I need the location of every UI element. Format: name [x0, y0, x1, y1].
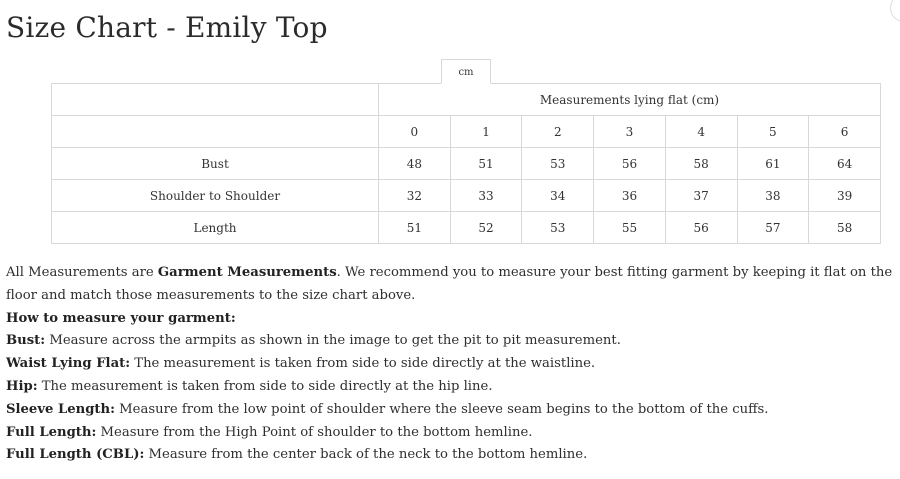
table-cell: 53 [522, 148, 594, 180]
table-cell: 53 [522, 212, 594, 244]
note-term: Full Length (CBL): [6, 447, 145, 463]
size-header: 4 [665, 116, 737, 148]
note-text: Measure across the armpits as shown in the image to get the pit to pit measurement. [45, 333, 621, 349]
table-cell: 39 [809, 180, 881, 212]
table-cell: 48 [379, 148, 451, 180]
note-text: Measure from the low point of shoulder where the sleeve seam begins to the bottom of the cuffs. [114, 401, 769, 417]
note-term: Full Length: [6, 424, 97, 440]
intro-paragraph [6, 262, 896, 308]
corner-button[interactable] [890, 0, 900, 22]
size-chart-table [51, 83, 881, 244]
row-label: Bust [52, 148, 379, 180]
size-header: 3 [594, 116, 666, 148]
note-term: Hip: [6, 378, 38, 394]
measurement-notes [6, 262, 896, 467]
size-header: 0 [379, 116, 451, 148]
page-title: Size Chart - Emily Top [6, 11, 328, 44]
table-cell: 58 [665, 148, 737, 180]
size-label-cell [52, 116, 379, 148]
note-item [6, 330, 896, 353]
note-text: Measure from the center back of the neck to the bottom hemline. [144, 447, 588, 463]
table-row [52, 148, 881, 180]
size-header: 2 [522, 116, 594, 148]
table-cell: 51 [379, 212, 451, 244]
unit-tab-cm[interactable]: cm [441, 59, 491, 84]
table-cell: 37 [665, 180, 737, 212]
table-cell: 34 [522, 180, 594, 212]
how-to-heading [6, 308, 896, 331]
table-cell: 57 [737, 212, 809, 244]
note-item [6, 399, 896, 422]
table-row [52, 180, 881, 212]
table-cell: 32 [379, 180, 451, 212]
group-header: Measurements lying flat (cm) [379, 84, 881, 116]
intro-bold: Garment Measurements [157, 265, 337, 280]
note-item [6, 444, 896, 467]
note-item [6, 353, 896, 376]
table-cell: 33 [450, 180, 522, 212]
note-text: Measure from the High Point of shoulder to the bottom hemline. [96, 424, 533, 440]
table-cell: 38 [737, 180, 809, 212]
table-cell: 55 [594, 212, 666, 244]
size-header: 5 [737, 116, 809, 148]
table-header-row [52, 84, 881, 116]
table-cell: 56 [665, 212, 737, 244]
note-text: The measurement is taken from side to side directly at the hip line. [37, 378, 493, 394]
note-text: The measurement is taken from side to side directly at the waistline. [130, 356, 596, 372]
row-label: Shoulder to Shoulder [52, 180, 379, 212]
table-cell: 36 [594, 180, 666, 212]
table-cell: 58 [809, 212, 881, 244]
table-cell: 52 [450, 212, 522, 244]
table-corner-cell [52, 84, 379, 116]
how-to-heading-text: How to measure your garment: [6, 310, 236, 326]
table-cell: 64 [809, 148, 881, 180]
size-header-row [52, 116, 881, 148]
note-term: Sleeve Length: [6, 401, 115, 417]
note-term: Bust: [6, 333, 46, 349]
row-label: Length [52, 212, 379, 244]
table-cell: 51 [450, 148, 522, 180]
note-term: Waist Lying Flat: [6, 356, 131, 372]
intro-suffix: . We recommend you to measure your best fitting garment by keeping it flat on the floor and match those measurements to the size chart above. [6, 265, 893, 303]
note-item [6, 422, 896, 445]
table-row [52, 212, 881, 244]
size-header: 6 [809, 116, 881, 148]
table-cell: 56 [594, 148, 666, 180]
size-header: 1 [450, 116, 522, 148]
note-item [6, 376, 896, 399]
table-cell: 61 [737, 148, 809, 180]
intro-prefix: All Measurements are [6, 265, 158, 280]
